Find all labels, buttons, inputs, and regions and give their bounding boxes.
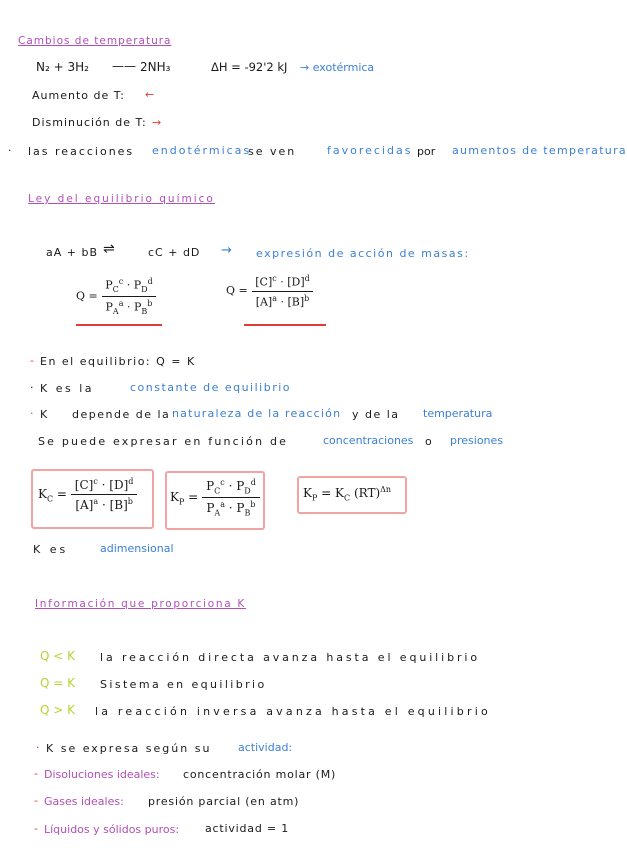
- bullet-dot: ·: [30, 381, 34, 394]
- general-reaction-lhs: aA + bB: [46, 246, 99, 259]
- general-reaction-rhs: cC + dD: [148, 246, 201, 259]
- enthalpy-value: ΔH = -92'2 kJ: [211, 60, 288, 74]
- ideal-solutions-label: Disoluciones ideales:: [44, 768, 160, 781]
- k-symbol: K: [38, 487, 47, 501]
- increase-label: Aumento de T:: [32, 89, 125, 102]
- temperature-text: temperatura: [423, 407, 493, 420]
- condition-result: la reacción directa avanza hasta el equilibrio: [100, 651, 480, 664]
- molar-concentration-text: concentración molar (M): [183, 768, 337, 781]
- decrease-arrow-icon: →: [152, 116, 162, 129]
- partial-pressure-text: presión parcial (en atm): [148, 795, 300, 808]
- condition-q-equal-k: Q = K: [40, 676, 75, 690]
- decrease-label: Disminución de T:: [32, 116, 147, 129]
- k-text: K: [40, 408, 48, 421]
- equilibrium-condition: En el equilibrio: Q = K: [40, 355, 196, 368]
- sentence-word: las reacciones: [28, 145, 135, 158]
- section-heading-temperature: Cambios de temperatura: [18, 35, 172, 47]
- q-pressure-formula: Q = $\frac{P_C^c \cdot P_D^d}{P_A^a \cdot P_B^b}$: [76, 277, 157, 316]
- formula-underline: [76, 324, 162, 326]
- equation-reactants: N₂ + 3H₂: [36, 60, 89, 74]
- sentence-word: favorecidas: [327, 144, 413, 157]
- bullet-dot: ·: [30, 407, 34, 420]
- dash-mark: -: [30, 354, 34, 367]
- depends-text: depende de la: [72, 408, 171, 421]
- section-heading-equilibrium-law: Ley del equilibrio químico: [28, 193, 215, 205]
- sentence-word: por: [417, 145, 436, 158]
- sentence-word: aumentos de temperatura: [452, 144, 627, 157]
- bullet-dot: ·: [36, 741, 40, 754]
- q-label: Q =: [76, 289, 98, 303]
- kp-formula: $K_P$ = $\frac{P_C^c \cdot P_D^d}{P_A^a \cdot P_B^b}$: [170, 478, 260, 518]
- activity-intro: K se expresa según su: [46, 742, 212, 755]
- ideal-gases-label: Gases ideales:: [44, 795, 124, 808]
- equilibrium-arrow-icon: ⇌: [103, 241, 115, 257]
- expressed-text: Se puede expresar en función de: [38, 435, 289, 448]
- k-symbol: K: [170, 490, 179, 505]
- sentence-word: se ven: [248, 145, 297, 158]
- k-symbol: K: [303, 486, 312, 500]
- mass-action-note: expresión de acción de masas:: [256, 247, 470, 260]
- nature-text: naturaleza de la reacción: [172, 407, 342, 420]
- bullet-dot: ·: [8, 144, 12, 157]
- kp-kc-relation: $K_P = K_C$ (RT)$^{\Delta n}$: [303, 485, 392, 503]
- dimensionless-text: adimensional: [100, 542, 174, 555]
- and-text: y de la: [352, 408, 400, 421]
- formula-underline: [244, 324, 326, 326]
- pure-liquids-solids-label: Líquidos y sólidos puros:: [44, 823, 180, 836]
- note-arrow-icon: →: [221, 243, 232, 258]
- k-is-text: K es: [33, 543, 69, 556]
- equation-arrow: ——: [112, 59, 136, 73]
- q-label: Q =: [226, 284, 248, 298]
- kc-formula: $K_C$ = $\frac{[C]^c \cdot [D]^d}{[A]^a \cdot [B]^b}$: [38, 477, 137, 512]
- condition-result: Sistema en equilibrio: [100, 678, 267, 691]
- q-concentration-formula: Q = $\frac{[C]^c \cdot [D]^d}{[A]^a \cdot [B]^b}$: [226, 274, 314, 308]
- enthalpy-note: → exotérmica: [300, 61, 375, 74]
- section-heading-k-info: Información que proporciona K: [35, 598, 246, 610]
- k-is-text: K es la: [40, 382, 95, 395]
- activity-text: actividad:: [238, 741, 293, 754]
- increase-arrow-icon: ←: [145, 88, 155, 101]
- constant-text: constante de equilibrio: [130, 381, 292, 394]
- activity-one-text: actividad = 1: [205, 822, 290, 835]
- equation-products: 2NH₃: [140, 60, 171, 74]
- or-text: o: [425, 435, 432, 448]
- condition-q-greater-k: Q > K: [40, 703, 75, 717]
- pressures-text: presiones: [450, 434, 504, 447]
- sentence-word: endotérmicas: [152, 144, 252, 157]
- dash-mark: -: [34, 794, 38, 807]
- dash-mark: -: [34, 822, 38, 835]
- condition-q-less-k: Q < K: [40, 649, 75, 663]
- concentrations-text: concentraciones: [323, 434, 414, 447]
- dash-mark: -: [34, 767, 38, 780]
- condition-result: la reacción inversa avanza hasta el equilibrio: [95, 705, 491, 718]
